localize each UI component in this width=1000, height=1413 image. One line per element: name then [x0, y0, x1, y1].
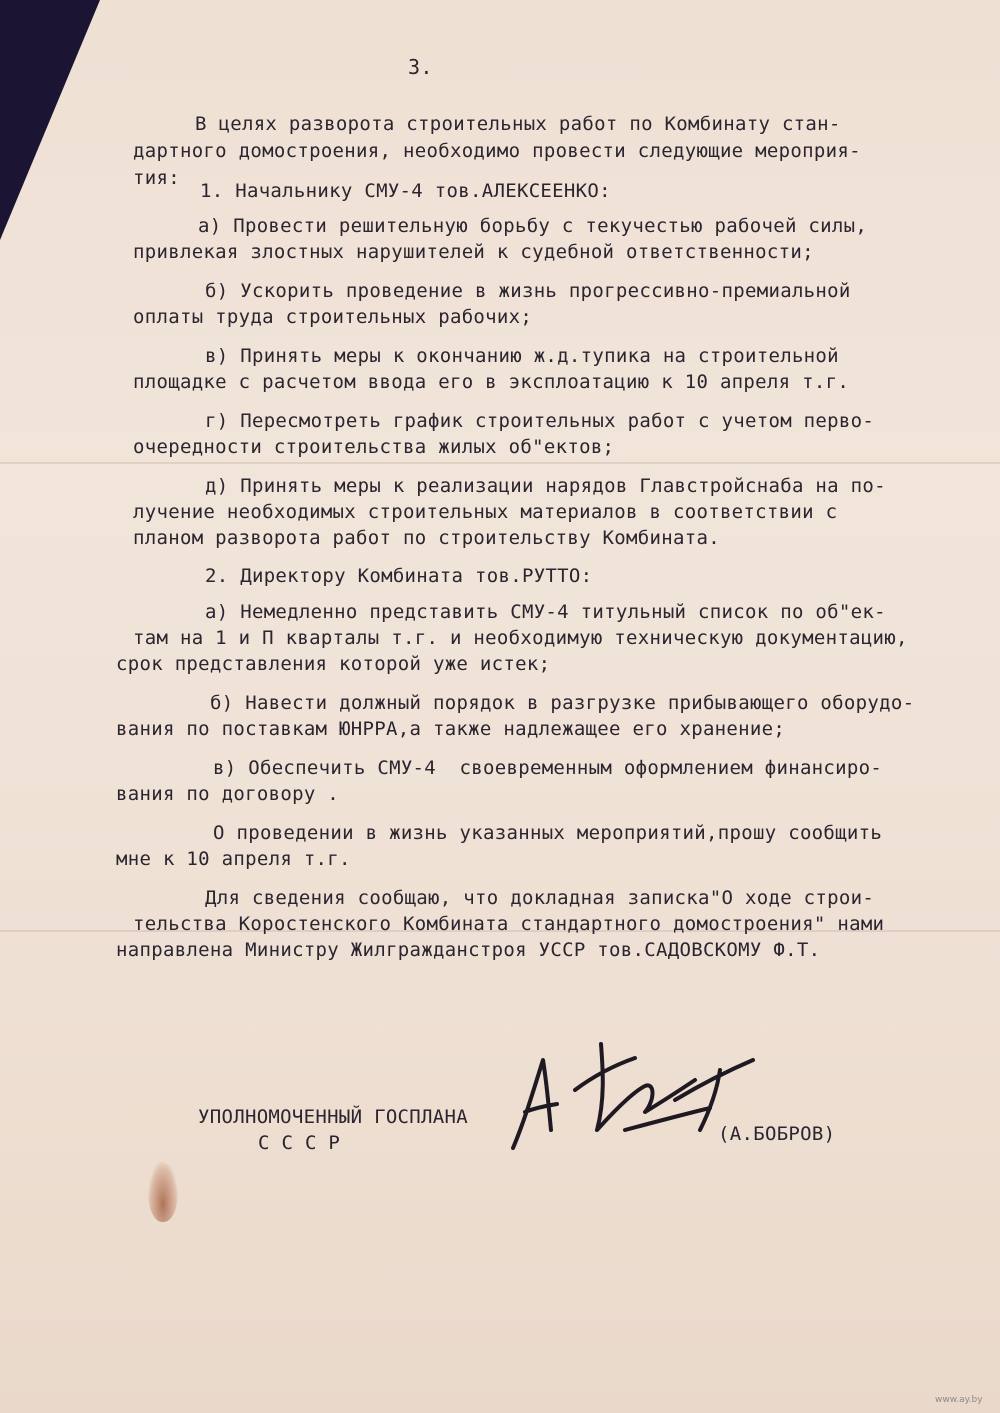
body-line: вания по поставкам ЮНРРА,а также надлежащее его хранение; [116, 718, 786, 740]
body-line: привлекая злостных нарушителей к судебной ответственности; [133, 241, 814, 263]
body-line: В целях разворота строительных работ по Комбинату стан- [195, 113, 841, 135]
body-line: планом разворота работ по строительству Комбината. [133, 527, 720, 549]
body-line: вания по договору . [116, 783, 340, 805]
list-heading: 2. Директору Комбината тов.РУТТО: [205, 565, 593, 587]
body-line: а) Немедленно представить СМУ-4 титульный список по об"ек- [205, 601, 886, 623]
body-line: д) Принять меры к реализации нарядов Главстройснаба на по- [205, 475, 886, 497]
body-line: направлена Министру Жилгражданстроя УССР тов.САДОВСКОМУ Ф.Т. [116, 939, 821, 961]
signer-name: (А.БОБРОВ) [718, 1123, 836, 1145]
body-line: в) Принять меры к окончанию ж.д.тупика на строительной [205, 345, 839, 367]
body-line: очередности строительства жилых об"ектов; [133, 436, 615, 458]
paper-crease [0, 462, 1000, 464]
signatory-title: УПОЛНОМОЧЕННЫЙ ГОСПЛАНА [198, 1106, 468, 1128]
handwritten-signature [505, 1030, 765, 1160]
signatory-title-line2: С С С Р [258, 1132, 341, 1154]
body-line: б) Навести должный порядок в разгрузке прибывающего оборудо- [210, 692, 915, 714]
body-line: тельства Коростенского Комбината стандартного домостроения" нами [133, 913, 885, 935]
ink-stain [148, 1162, 178, 1222]
body-line: там на 1 и П кварталы т.г. и необходимую техническую документацию, [133, 627, 908, 649]
body-line: мне к 10 апреля т.г. [116, 848, 351, 870]
body-line: дартного домостроения, необходимо провести следующие мероприя- [133, 140, 861, 162]
page-number: 3. [408, 55, 433, 79]
list-heading: 1. Начальнику СМУ-4 тов.АЛЕКСЕЕНКО: [200, 180, 611, 202]
body-line: Для сведения сообщаю, что докладная записка"О ходе строи- [205, 887, 875, 909]
watermark: www.ay.by [935, 1395, 983, 1405]
body-line: О проведении в жизнь указанных мероприятий,прошу сообщить [213, 822, 883, 844]
body-line: лучение необходимых строительных материалов в соответствии с [133, 501, 838, 523]
body-line: оплаты труда строительных рабочих; [133, 306, 533, 328]
body-line: а) Провести решительную борьбу с текучестью рабочей силы, [198, 215, 868, 237]
body-line: площадке с расчетом ввода его в эксплоатацию к 10 апреля т.г. [133, 371, 850, 393]
body-line: б) Ускорить проведение в жизнь прогрессивно-премиальной [205, 280, 851, 302]
body-line: г) Пересмотреть график строительных работ с учетом перво- [205, 410, 875, 432]
body-line: тия: [133, 167, 180, 189]
body-line: срок представления которой уже истек; [116, 653, 551, 675]
folded-corner [0, 0, 100, 240]
body-line: в) Обеспечить СМУ-4 своевременным оформлением финансиро- [213, 757, 883, 779]
